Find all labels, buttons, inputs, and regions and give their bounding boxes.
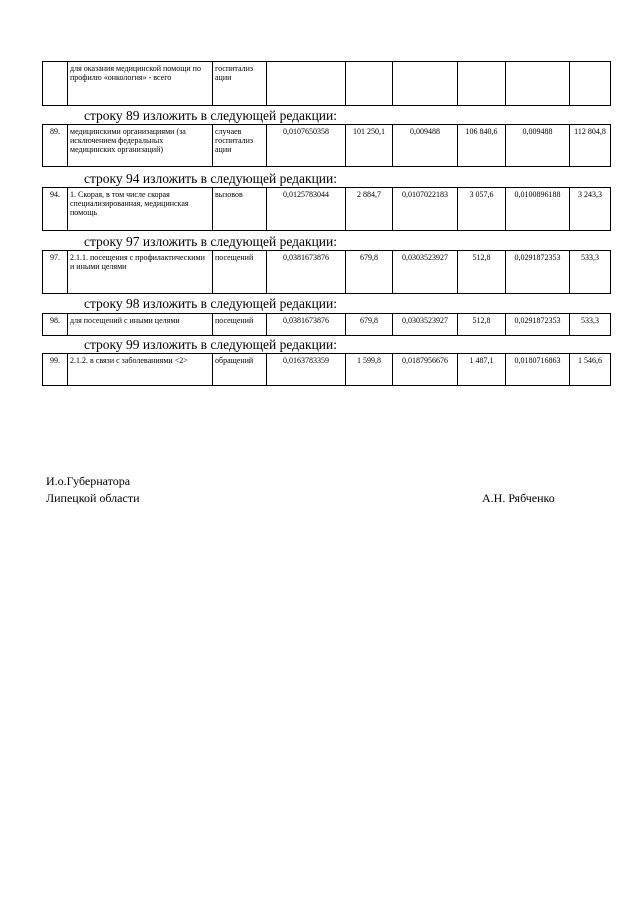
row-value-2: 679,8: [346, 314, 393, 336]
row-value-3: 0,0107022183: [393, 188, 458, 231]
row-unit: случаев госпитализ ации: [213, 125, 267, 167]
heading-row-97: строку 97 изложить в следующей редакции:: [84, 234, 338, 249]
table-row-continuation: [42, 61, 611, 106]
row-value-1: 0,0163783359: [267, 354, 346, 386]
row-value-6: 3 243,3: [570, 188, 611, 231]
row-value-5: 0,0100896188: [506, 188, 570, 231]
signature-position-line2: Липецкой области: [46, 491, 140, 505]
row-value-3: [393, 62, 458, 106]
row-value-1: 0,0381673876: [267, 314, 346, 336]
signature-name: А.Н. Рябченко: [482, 491, 555, 505]
row-value-5: 0,0180716863: [506, 354, 570, 386]
row-value-6: 112 804,8: [570, 125, 611, 167]
row-value-4: 1 487,1: [458, 354, 506, 386]
row-value-5: [506, 62, 570, 106]
row-unit: посещений: [213, 314, 267, 336]
row-value-1: [267, 62, 346, 106]
row-number: [43, 62, 68, 106]
row-unit: госпитализ ации: [213, 62, 267, 106]
row-value-1: 0,0107650358: [267, 125, 346, 167]
row-name: 1. Скорая, в том числе скорая специализированная, медицинская помощь: [68, 188, 213, 231]
table-row-89: [42, 124, 611, 167]
row-name: 2.1.2. в связи с заболеваниями <2>: [68, 354, 213, 386]
row-value-6: 1 546,6: [570, 354, 611, 386]
row-value-3: 0,0187956676: [393, 354, 458, 386]
heading-row-94: строку 94 изложить в следующей редакции:: [84, 171, 338, 186]
row-value-1: 0,0381673876: [267, 251, 346, 294]
heading-row-99: строку 99 изложить в следующей редакции:: [84, 337, 338, 352]
row-value-1: 0,0125783044: [267, 188, 346, 231]
heading-row-98: строку 98 изложить в следующей редакции:: [84, 296, 338, 311]
row-value-3: 0,0303523927: [393, 251, 458, 294]
row-value-3: 0,009488: [393, 125, 458, 167]
row-value-6: 533,3: [570, 314, 611, 336]
table-row-97: [42, 250, 611, 294]
row-name: для оказания медицинской помощи по профилю «онкология» - всего: [68, 62, 213, 106]
row-number: 89.: [43, 125, 68, 167]
row-value-2: 679,8: [346, 251, 393, 294]
row-value-4: [458, 62, 506, 106]
row-unit: обращений: [213, 354, 267, 386]
row-value-5: 0,0291872353: [506, 314, 570, 336]
row-number: 98.: [43, 314, 68, 336]
row-value-5: 0,009488: [506, 125, 570, 167]
row-value-4: 512,8: [458, 314, 506, 336]
row-number: 94.: [43, 188, 68, 231]
row-value-4: 106 840,6: [458, 125, 506, 167]
heading-row-89: строку 89 изложить в следующей редакции:: [84, 108, 338, 123]
row-name: медицинскими организациями (за исключением федеральных медицинских организаций): [68, 125, 213, 167]
row-value-2: 1 599,8: [346, 354, 393, 386]
signature-position-line1: И.о.Губернатора: [46, 474, 131, 488]
row-number: 97.: [43, 251, 68, 294]
row-value-3: 0,0303523927: [393, 314, 458, 336]
table-row-99: [42, 353, 611, 386]
row-number: 99.: [43, 354, 68, 386]
row-value-2: 2 884,7: [346, 188, 393, 231]
row-value-2: 101 250,1: [346, 125, 393, 167]
row-name: для посещений с иными целями: [68, 314, 213, 336]
row-value-5: 0,0291872353: [506, 251, 570, 294]
row-unit: вызовов: [213, 188, 267, 231]
table-row-98: [42, 313, 611, 336]
row-value-4: 3 057,6: [458, 188, 506, 231]
row-value-6: 533,3: [570, 251, 611, 294]
row-name: 2.1.1. посещения с профилактическими и иными целями: [68, 251, 213, 294]
table-row-94: [42, 187, 611, 231]
row-unit: посещений: [213, 251, 267, 294]
row-value-6: [570, 62, 611, 106]
row-value-4: 512,8: [458, 251, 506, 294]
row-value-2: [346, 62, 393, 106]
